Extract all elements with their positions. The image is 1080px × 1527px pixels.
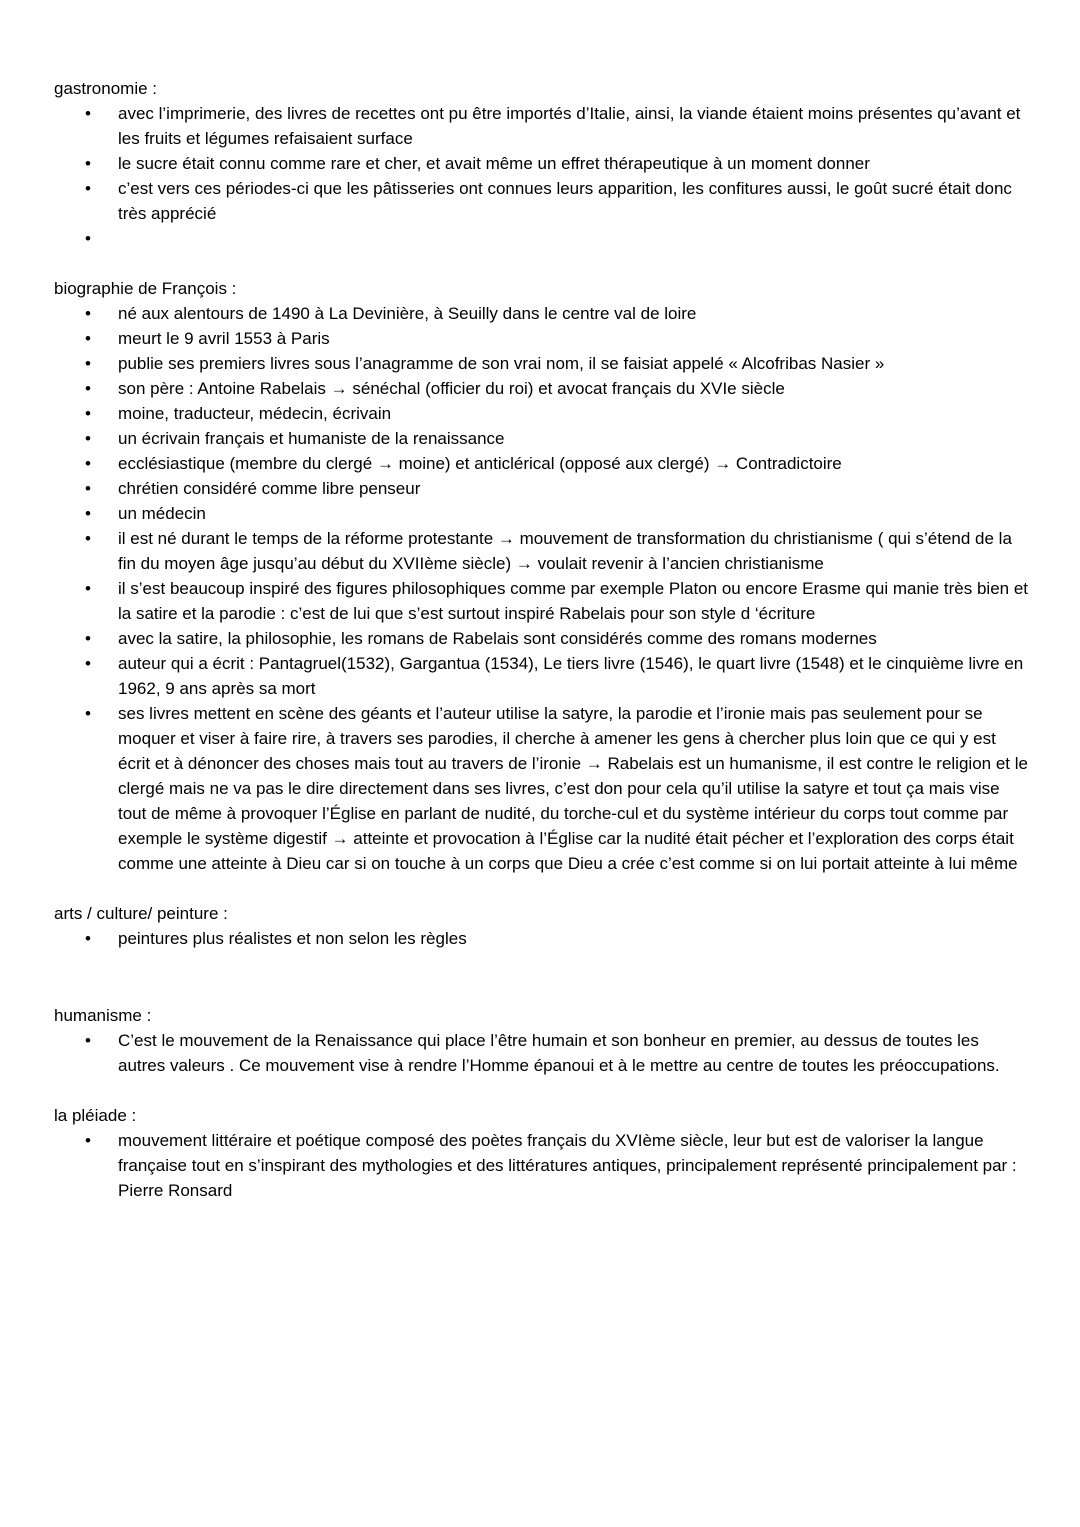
bullet-item: • né aux alentours de 1490 à La Devinière, à Seuilly dans le centre val de loire [54, 301, 1028, 326]
bullet-item: • peintures plus réalistes et non selon les règles [54, 926, 1028, 951]
bullet-item: • ecclésiastique (membre du clergé → moine) et anticlérical (opposé aux clergé) → Contradictoire [54, 451, 1028, 476]
bullet-item: • publie ses premiers livres sous l’anagramme de son vrai nom, il se faisiat appelé « Alcofribas Nasier » [54, 351, 1028, 376]
section-heading: la pléiade : [54, 1106, 137, 1125]
bullet-item: • chrétien considéré comme libre penseur [54, 476, 1028, 501]
bullet-item: • il s’est beaucoup inspiré des figures philosophiques comme par exemple Platon ou encore Erasme qui manie très bien et la satire et la parodie : c’est de lui que s’est surtout inspiré Rabelais pour son style d ‘écriture [54, 576, 1028, 626]
bullet-item: • le sucre était connu comme rare et cher, et avait même un effret thérapeutique à un moment donner [54, 151, 1028, 176]
bullet-item: • son père : Antoine Rabelais → sénéchal (officier du roi) et avocat français du XVIe siècle [54, 376, 1028, 401]
section-biographie-de-francois [54, 276, 1028, 876]
section-humanisme [54, 1003, 1028, 1078]
bullet-item: • avec la satire, la philosophie, les romans de Rabelais sont considérés comme des romans modernes [54, 626, 1028, 651]
bullet-item: • auteur qui a écrit : Pantagruel(1532), Gargantua (1534), Le tiers livre (1546), le quart livre (1548) et le cinquième livre en 1962, 9 ans après sa mort [54, 651, 1028, 701]
section-heading: gastronomie : [54, 79, 157, 98]
section-heading: arts / culture/ peinture : [54, 904, 228, 923]
bullet-item: • c’est vers ces périodes-ci que les pâtisseries ont connues leurs apparition, les confitures aussi, le goût sucré était donc très apprécié [54, 176, 1028, 226]
bullet-item: • il est né durant le temps de la réforme protestante → mouvement de transformation du christianisme ( qui s’étend de la fin du moyen âge jusqu’au début du XVIIème siècle) → voulait revenir à l’ancien christianisme [54, 526, 1028, 576]
section-heading: humanisme : [54, 1006, 152, 1025]
bullet-item: • ses livres mettent en scène des géants et l’auteur utilise la satyre, la parodie et l’ironie mais pas seulement pour se moquer et viser à faire rire, à travers ses parodies, il cherche à amener les gens à chercher plus loin que ce qui y est écrit et à dénoncer des choses mais tout au travers de l’ironie → Rabelais est un humanisme, il est contre le religion et le clergé mais ne va pas le dire directement dans ses livres, c’est don pour cela qu’il utilise la satyre et tout ça mais vise tout de même à provoquer l’Église en parlant de nudité, du torche-cul et du système intérieur du corps tout comme par exemple le système digestif → atteinte et provocation à l’Église car la nudité était pécher et l’exploration des corps était comme une atteinte à Dieu car si on touche à un corps que Dieu a crée c’est comme si on lui portait atteinte à lui même [54, 701, 1028, 876]
bullet-item: • un médecin [54, 501, 1028, 526]
section-la-pleiade [54, 1103, 1028, 1203]
bullet-item: • mouvement littéraire et poétique composé des poètes français du XVIème siècle, leur but est de valoriser la langue française tout en s’inspirant des mythologies et des littératures antiques, principalement représenté principalement par : Pierre Ronsard [54, 1128, 1028, 1203]
bullet-item: • avec l’imprimerie, des livres de recettes ont pu être importés d’Italie, ainsi, la viande étaient moins présentes qu’avant et les fruits et légumes refaisaient surface [54, 101, 1028, 151]
bullet-list [54, 101, 1028, 251]
bullet-list [54, 926, 1028, 951]
bullet-item: • moine, traducteur, médecin, écrivain [54, 401, 1028, 426]
section-arts-culture-peinture [54, 901, 1028, 951]
section-heading: biographie de François : [54, 279, 237, 298]
bullet-item: • meurt le 9 avril 1553 à Paris [54, 326, 1028, 351]
section-gastronomie [54, 76, 1028, 251]
bullet-list [54, 301, 1028, 876]
document-body [54, 76, 1028, 1203]
bullet-item: • un écrivain français et humaniste de la renaissance [54, 426, 1028, 451]
bullet-item [54, 226, 1028, 251]
bullet-list [54, 1028, 1028, 1078]
bullet-item: • C’est le mouvement de la Renaissance qui place l’être humain et son bonheur en premier, au dessus de toutes les autres valeurs . Ce mouvement vise à rendre l’Homme épanoui et à le mettre au centre de toutes les préoccupations. [54, 1028, 1028, 1078]
bullet-list [54, 1128, 1028, 1203]
